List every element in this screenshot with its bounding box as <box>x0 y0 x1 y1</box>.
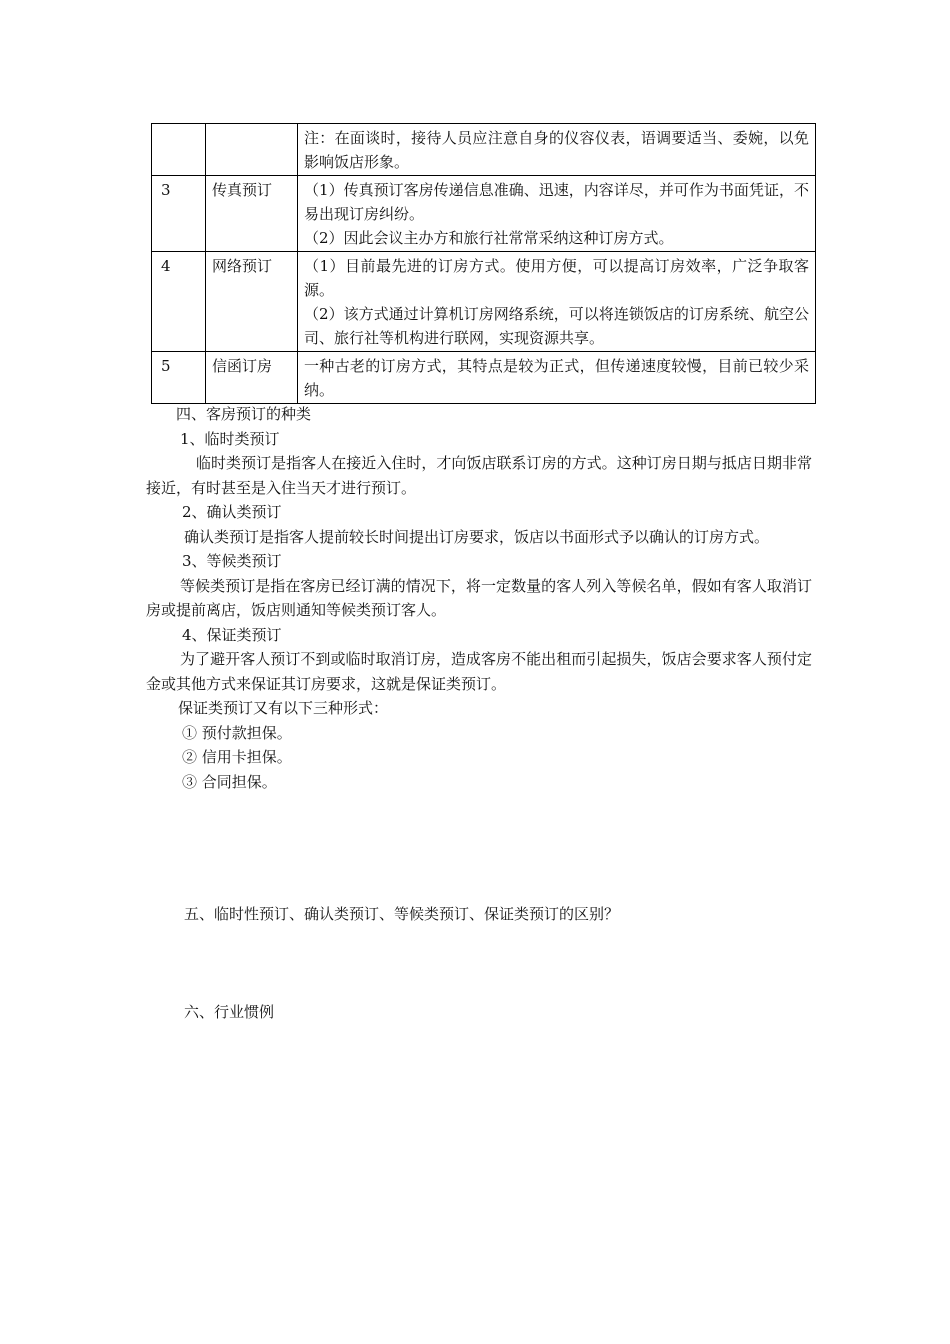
method-description-cell <box>298 124 816 176</box>
list-item: ② 信用卡担保。 <box>182 748 292 766</box>
method-description-cell <box>298 352 816 404</box>
method-description-cell <box>298 252 816 352</box>
subsection-title: 3、等候类预订 <box>182 552 282 570</box>
body-paragraph: 等候类预订是指在客房已经订满的情况下，将一定数量的客人列入等候名单，假如有客人取消订房或提前离店，饭店则通知等候类预订客人。 <box>146 576 812 619</box>
description-paragraph: （2）因此会议主办方和旅行社常常采纳这种订房方式。 <box>304 229 674 247</box>
description-paragraph: （2）该方式通过计算机订房网络系统，可以将连锁饭店的订房系统、航空公司、旅行社等机构进行联网，实现资源共享。 <box>304 305 809 347</box>
body-paragraph: 为了避开客人预订不到或临时取消订房，造成客房不能出租而引起损失，饭店会要求客人预付定金或其他方式来保证其订房要求，这就是保证类预订。 <box>146 650 812 693</box>
row-number-cell: 3 <box>152 176 206 252</box>
description-paragraph: 注：在面谈时，接待人员应注意自身的仪容仪表，语调要适当、委婉，以免影响饭店形象。 <box>304 129 809 171</box>
method-description-cell <box>298 176 816 252</box>
list-item: ① 预付款担保。 <box>182 723 292 742</box>
subsection-title: 2、确认类预订 <box>182 503 282 521</box>
description-paragraph: （1）传真预订客房传递信息准确、迅速，内容详尽，并可作为书面凭证，不易出现订房纠纷。 <box>304 181 809 223</box>
row-number-cell: 5 <box>152 352 206 404</box>
row-number-cell <box>152 124 206 176</box>
description-paragraph: 一种古老的订房方式，其特点是较为正式，但传递速度较慢，目前已较少采纳。 <box>304 357 809 399</box>
section-heading: 四、客房预订的种类 <box>176 405 312 423</box>
booking-methods-table <box>151 123 816 404</box>
table-row <box>152 124 816 176</box>
body-paragraph: 保证类预订又有以下三种形式： <box>178 699 389 717</box>
section-4 <box>146 402 812 794</box>
section-6-heading: 六、行业惯例 <box>184 1003 275 1021</box>
method-name-cell: 网络预订 <box>206 252 298 352</box>
subsection-title: 1、临时类预订 <box>180 429 280 448</box>
description-paragraph: （1）目前最先进的订房方式。使用方便，可以提高订房效率，广泛争取客源。 <box>304 257 809 299</box>
method-name-cell <box>206 124 298 176</box>
table-row <box>152 352 816 404</box>
table-row <box>152 252 816 352</box>
body-paragraph: 临时类预订是指客人在接近入住时，才向饭店联系订房的方式。这种订房日期与抵店日期非常接近，有时甚至是入住当天才进行预订。 <box>146 454 812 497</box>
subsection-title: 4、保证类预订 <box>182 625 282 644</box>
row-number-cell: 4 <box>152 252 206 352</box>
section-5-heading: 五、临时性预订、确认类预订、等候类预订、保证类预订的区别？ <box>184 905 620 923</box>
table-row <box>152 176 816 252</box>
method-name-cell: 传真预订 <box>206 176 298 252</box>
method-name-cell: 信函订房 <box>206 352 298 404</box>
list-item: ③ 合同担保。 <box>182 772 277 791</box>
body-paragraph: 确认类预订是指客人提前较长时间提出订房要求，饭店以书面形式予以确认的订房方式。 <box>184 527 770 546</box>
